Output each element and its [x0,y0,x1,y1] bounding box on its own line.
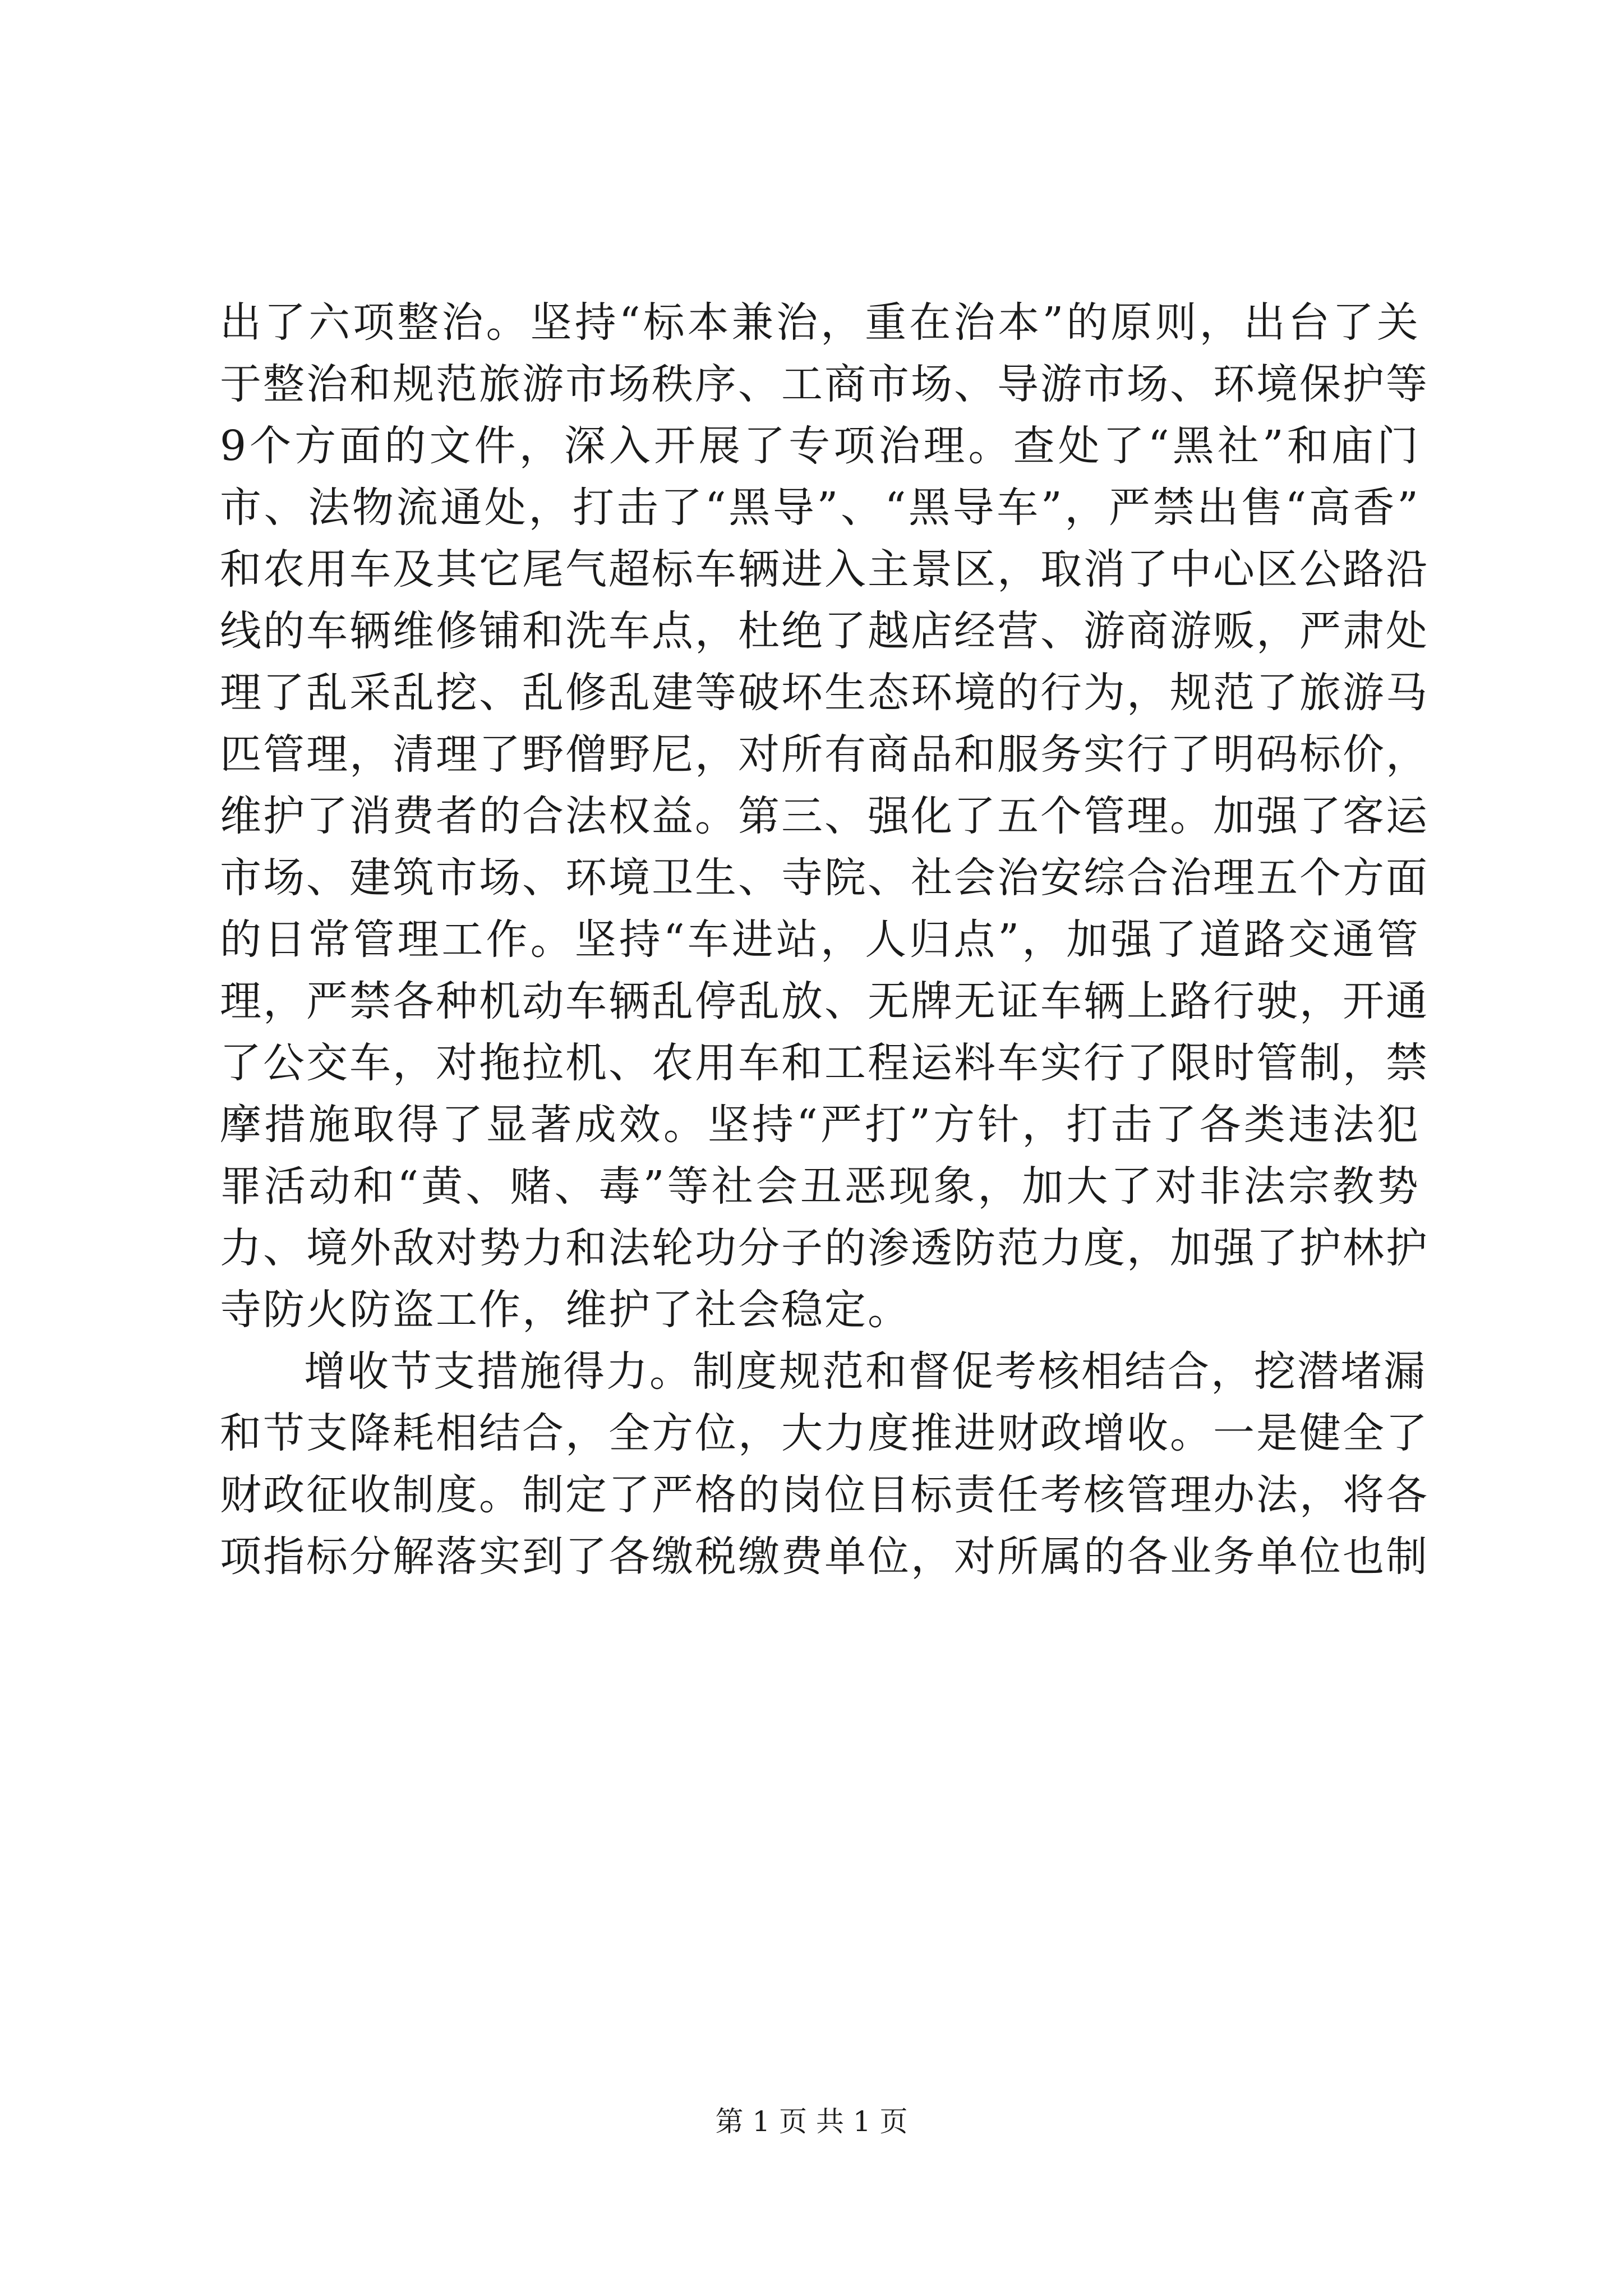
text-line: 市、法物流通处，打击了“黑导”、“黑导车”，严禁出售“高香” [220,484,1420,532]
paragraph [220,1341,1429,1588]
text-line: 项指标分解落实到了各缴税缴费单位，对所属的各业务单位也制 [220,1533,1429,1581]
page-number-footer: 第 1 页 共 1 页 [715,2105,908,2138]
text-line: 力、境外敌对势力和法轮功分子的渗透防范力度，加强了护林护 [220,1224,1429,1272]
text-line: 维护了消费者的合法权益。第三、强化了五个管理。加强了客运 [220,792,1429,840]
text-line: 线的车辆维修铺和洗车点，杜绝了越店经营、游商游贩，严肃处 [220,607,1429,655]
document-body [220,292,1429,1588]
text-line: 摩措施取得了显著成效。坚持“严打”方针，打击了各类违法犯 [220,1101,1420,1149]
text-line: 罪活动和“黄、赌、毒”等社会丑恶现象，加大了对非法宗教势 [220,1162,1420,1211]
text-line: 和节支降耗相结合，全方位，大力度推进财政增收。一是健全了 [220,1409,1429,1457]
text-line: 增收节支措施得力。制度规范和督促考核相结合，挖潜堵漏 [304,1347,1427,1396]
text-line: 了公交车，对拖拉机、农用车和工程运料车实行了限时管制，禁 [220,1039,1429,1087]
text-line: 匹管理，清理了野僧野尼，对所有商品和服务实行了明码标价， [220,730,1429,779]
text-line: 寺防火防盗工作，维护了社会稳定。 [220,1286,911,1334]
text-line: 理了乱采乱挖、乱修乱建等破坏生态环境的行为，规范了旅游马 [220,669,1429,717]
paragraph [220,292,1429,1341]
text-line: 9个方面的文件，深入开展了专项治理。查处了“黑社”和庙门 [220,422,1420,470]
text-line: 市场、建筑市场、环境卫生、寺院、社会治安综合治理五个方面 [220,854,1429,902]
text-line: 出了六项整治。坚持“标本兼治，重在治本”的原则，出台了关 [220,298,1420,347]
text-line: 和农用车及其它尾气超标车辆进入主景区，取消了中心区公路沿 [220,545,1429,593]
text-line: 于整治和规范旅游市场秩序、工商市场、导游市场、环境保护等 [220,360,1429,408]
text-line: 的日常管理工作。坚持“车进站，人归点”，加强了道路交通管 [220,915,1420,964]
text-line: 理，严禁各种机动车辆乱停乱放、无牌无证车辆上路行驶，开通 [220,977,1429,1025]
text-line: 财政征收制度。制定了严格的岗位目标责任考核管理办法，将各 [220,1471,1429,1519]
